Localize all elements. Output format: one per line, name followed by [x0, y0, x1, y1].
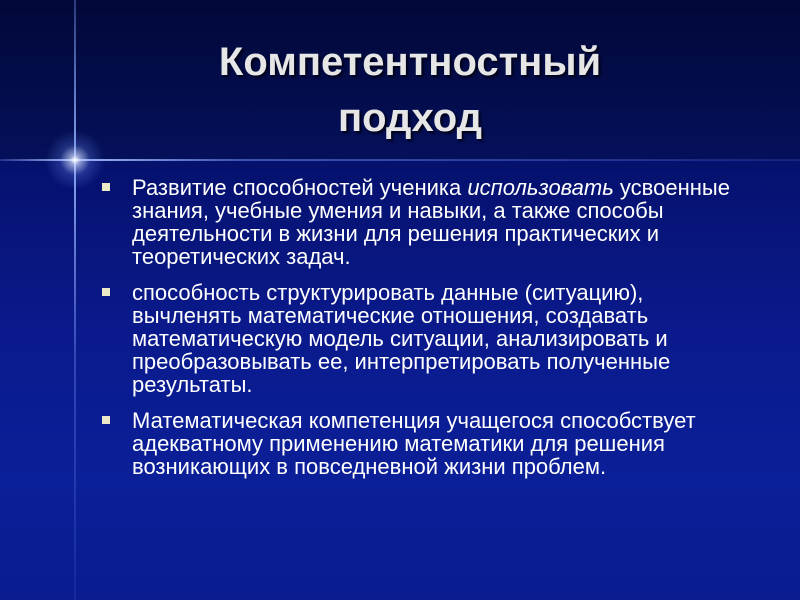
decorative-horizontal-line [0, 159, 800, 161]
square-bullet-icon [102, 288, 110, 296]
square-bullet-icon [102, 183, 110, 191]
bullet-text-continued: усвоенные знания, учебные умения и навыки, а также способы деятельности в жизни для решения практических и теоретических задач. [132, 175, 730, 269]
bullet-item [100, 409, 740, 478]
star-glow-icon [45, 130, 105, 190]
bullet-list [100, 176, 740, 491]
bullet-text: Развитие способностей ученика [132, 175, 468, 200]
square-bullet-icon [102, 416, 110, 424]
bullet-item [100, 176, 740, 268]
bullet-text: способность структурировать данные (ситуацию), вычленять математические отношения, создавать математическую модель ситуации, анализировать и преобразовывать ее, интерпретировать полученные результаты. [132, 280, 671, 397]
bullet-item [100, 281, 740, 396]
slide-title: Компетентностный подход [218, 40, 602, 140]
bullet-text: Математическая компетенция учащегося способствует адекватному применению математики для решения возникающих в повседневной жизни проблем. [132, 408, 696, 479]
decorative-vertical-line [74, 0, 76, 600]
bullet-emphasis: использовать [467, 175, 614, 200]
